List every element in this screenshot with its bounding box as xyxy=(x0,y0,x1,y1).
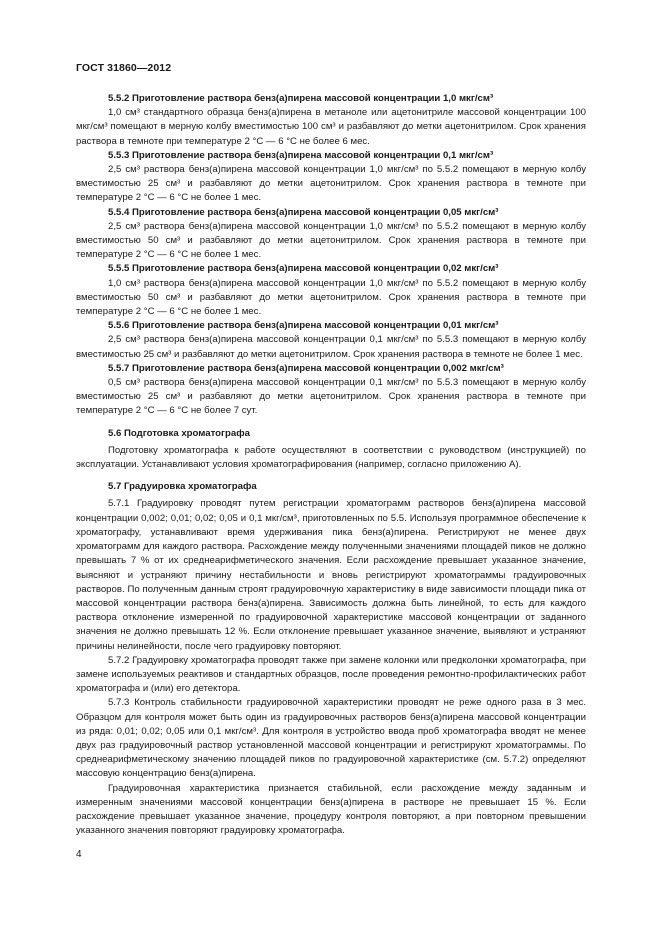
document-header: ГОСТ 31860—2012 xyxy=(76,62,172,74)
heading-5-5-7: 5.5.7 Приготовление раствора бенз(а)пирена массовой концентрации 0,002 мкг/см³ xyxy=(108,362,504,374)
heading-5-5-5: 5.5.5 Приготовление раствора бенз(а)пирена массовой концентрации 0,02 мкг/см³ xyxy=(108,263,499,275)
heading-5-5-4: 5.5.4 Приготовление раствора бенз(а)пирена массовой концентрации 0,05 мкг/см³ xyxy=(108,206,499,218)
section-heading-5-7: 5.7 Градуировка хроматографа xyxy=(108,481,257,493)
section-heading-5-6: 5.6 Подготовка хроматографа xyxy=(108,427,250,439)
paragraph: 2,5 см³ раствора бенз(а)пирена массовой концентрации 0,1 мкг/см³ по 5.5.3 помещают в мерную колбу вместимостью 25 см³ и разбавляют до метки ацетонитрилом. Срок хранения раствора в темноте не более 1 мес. xyxy=(76,334,586,360)
paragraph: 2,5 см³ раствора бенз(а)пирена массовой концентрации 1,0 мкг/см³ по 5.5.2 помещают в мерную колбу вместимостью 50 см³ и разбавляют до метки ацетонитрилом. Срок хранения раствора в темноте при температуре 2 °С — 6 °С не более 1 мес. xyxy=(76,220,586,261)
page-number: 4 xyxy=(76,849,82,860)
heading-5-5-2: 5.5.2 Приготовление раствора бенз(а)пирена массовой концентрации 1,0 мкг/см³ xyxy=(108,93,494,104)
paragraph: 0,5 см³ раствора бенз(а)пирена массовой концентрации 0,1 мкг/см³ по 5.5.3 помещают в мерную колбу вместимостью 25 см³ и разбавляют до метки ацетонитрилом. Срок хранения раствора в темноте при температуре 2 °С — 6 °С не более 7 сут. xyxy=(76,377,586,417)
paragraph: Подготовку хроматографа к работе осуществляют в соответствии с руководством (инструкцией) по эксплуатации. Устанавливают условия хроматографирования (например, согласно приложению А). xyxy=(76,444,586,471)
heading-5-5-3: 5.5.3 Приготовление раствора бенз(а)пирена массовой концентрации 0,1 мкг/см³ xyxy=(108,149,494,161)
paragraph: 5.7.3 Контроль стабильности градуировочной характеристики проводят не реже одного раза в 3 мес. Образцом для контроля может быть один из градуировочных растворов бенз(а)пирена массовой концентрации из ряда: 0,01; 0,02; 0,05 или 0,1 мкг/см³. Для контроля в устройство ввода проб хроматографа вводят не менее двух раз градуировочный раствор установленной массовой концентрации и регистрируют хроматограммы. По среднеарифметическому значению площадей пиков по градуировочной характеристике (см. 5.7.2) определяют массовую концентрацию бенз(а)пирена. xyxy=(76,697,586,780)
paragraph: 2,5 см³ раствора бенз(а)пирена массовой концентрации 1,0 мкг/см³ по 5.5.2 помещают в мерную колбу вместимостью 25 см³ и разбавляют до метки ацетонитрилом. Срок хранения раствора в темноте при температуре 2 °С — 6 °С не более 1 мес. xyxy=(76,164,586,204)
paragraph: 5.7.2 Градуировку хроматографа проводят также при замене колонки или предколонки хроматографа, при замене используемых реактивов и стандартных образцов, после проведения ремонтно-профилактических работ хроматографа и (или) его детектора. xyxy=(76,654,586,695)
document-body xyxy=(76,92,586,838)
paragraph: 5.7.1 Градуировку проводят путем регистрации хроматограмм растворов бенз(а)пирена массовой концентрации 0,002; 0,01; 0,02; 0,05 и 0,1 мкг/см³, приготовленных по 5.5. Используя программное обеспечение к хроматографу, устанавливают время удерживания пика бенз(а)пирена. Регистрируют не менее двух хроматограмм для каждого раствора. Расхождение между полученными значениями площадей пиков не должно превышать 7 % от их среднеарифметического значения. Если расхождение превышает указанное значение, выясняют и устраняют причину нестабильности и вновь регистрируют хроматограммы градуировочных растворов. По полученным данным строят градуировочную характеристику в виде зависимости площади пика от массовой концентрации раствора бенз(а)пирена. Зависимость должна быть линейной, то есть для каждого раствора отклонение измеренной по градуировочной характеристике массовой концентрации от заданного значения не должно превышать 12 %. Если отклонение превышает указанное значение, выявляют и устраняют причины нелинейности, после чего градуировку повторяют. xyxy=(76,498,586,652)
heading-5-5-6: 5.5.6 Приготовление раствора бенз(а)пирена массовой концентрации 0,01 мкг/см³ xyxy=(108,320,499,332)
paragraph: Градуировочная характеристика признается стабильной, если расхождение между заданным и измеренным значениями массовой концентрации бенз(а)пирена в растворе не превышает 15 %. Если расхождение превышает указанное значение, процедуру контроля повторяют, а при повторном превышении указанного значения повторяют градуировку хроматографа. xyxy=(76,782,586,837)
paragraph: 1,0 см³ раствора бенз(а)пирена массовой концентрации 1,0 мкг/см³ по 5.5.2 помещают в мерную колбу вместимостью 50 см³ и разбавляют до метки ацетонитрилом. Срок хранения раствора в темноте при температуре 2 °С — 6 °С не более 1 мес. xyxy=(76,277,586,318)
paragraph: 1,0 см³ стандартного образца бенз(а)пирена в метаноле или ацетонитриле массовой концентрации 100 мкг/см³ помещают в мерную колбу вместимостью 100 см³ и разбавляют до метки ацетонитрилом. Срок хранения раствора в темноте при температуре 2 °С — 6 °С не более 6 мес. xyxy=(76,107,586,147)
